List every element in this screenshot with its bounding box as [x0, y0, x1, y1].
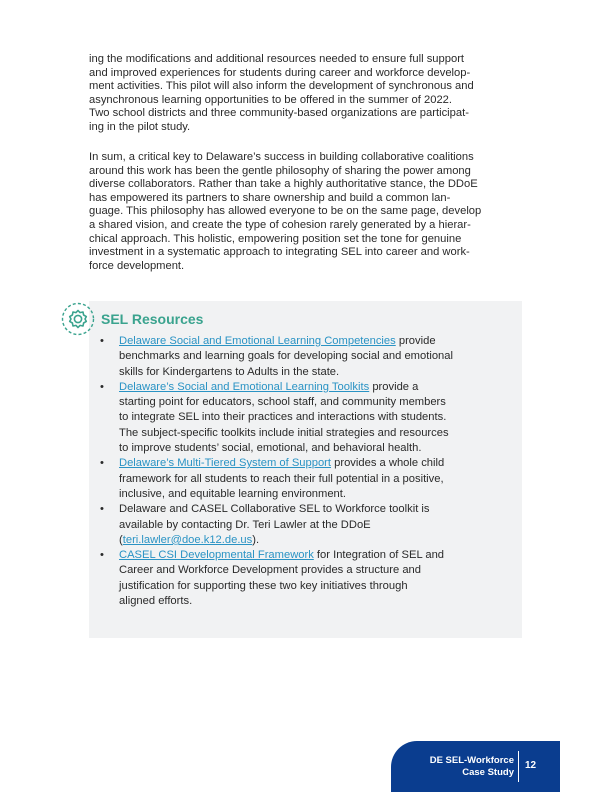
list-item-text: provide a	[369, 380, 419, 393]
footer-title	[430, 755, 514, 779]
mtss-link[interactable]: Delaware’s Multi-Tiered System of Support	[119, 457, 332, 470]
text-line: chical approach. This holistic, empowering position set the tone for genuine	[89, 232, 462, 245]
page-number: 12	[525, 760, 537, 771]
list-item-line: available by contacting Dr. Teri Lawler at the DDoE	[119, 518, 371, 531]
text-line: guage. This philosophy has allowed everyone to be on the same page, develop	[89, 205, 482, 218]
bullet: •	[100, 457, 104, 470]
list-item-line	[119, 548, 505, 563]
list-item-line: The subject-specific toolkits include initial strategies and resources	[119, 426, 449, 439]
email-paren-close: ).	[252, 533, 260, 546]
sel-resources-title: SEL Resources	[101, 311, 204, 327]
body-paragraph-1	[89, 53, 522, 135]
text-line: around this work has been the gentle philosophy of sharing the power among	[89, 164, 471, 177]
text-line: investment in a systematic approach to integrating SEL into career and work-	[89, 246, 470, 259]
text-line: Two school districts and three community-based organizations are participat-	[89, 107, 469, 120]
bullet: •	[100, 503, 104, 516]
text-line: and improved experiences for students during career and workforce develop-	[89, 66, 471, 79]
list-item	[100, 548, 505, 609]
footer-divider	[518, 751, 519, 782]
email-paren-open: (	[119, 533, 123, 546]
sel-toolkits-link[interactable]: Delaware’s Social and Emotional Learning Toolkits	[119, 380, 370, 393]
list-item-line	[119, 456, 505, 471]
email-link[interactable]: teri.lawler@doe.k12.de.us	[122, 533, 253, 546]
text-line: a shared vision, and create the type of cohesion rarely generated by a hierar-	[89, 218, 471, 231]
list-item-line	[119, 533, 505, 548]
gear-icon	[61, 302, 95, 336]
list-item-line	[119, 380, 505, 395]
footer-tab	[391, 741, 560, 792]
bullet: •	[100, 335, 104, 347]
text-line: In sum, a critical key to Delaware’s success in building collaborative coalitions	[89, 151, 474, 163]
list-item-text: for Integration of SEL and	[313, 549, 445, 562]
footer-title-line: DE SEL-Workforce	[429, 755, 514, 766]
list-item	[100, 334, 505, 380]
bullet: •	[100, 549, 104, 562]
list-item-line: inclusive, and equitable learning environment.	[119, 487, 347, 500]
footer-title-line: Case Study	[462, 767, 514, 778]
list-item-line: to integrate SEL into their practices and interactions with students.	[119, 411, 447, 424]
text-line: diverse collaborators. Rather than take a highly authoritative stance, the DDoE	[89, 178, 478, 191]
text-line: asynchronous learning opportunities to be offered in the summer of 2022.	[89, 93, 452, 106]
list-item-line: Delaware and CASEL Collaborative SEL to Workforce toolkit is	[119, 503, 430, 516]
list-item-line: benchmarks and learning goals for developing social and emotional	[119, 350, 453, 363]
sel-competencies-link[interactable]: Delaware Social and Emotional Learning Competencies	[119, 335, 396, 347]
list-item	[100, 502, 505, 548]
list-item	[100, 456, 505, 502]
list-item-line: skills for Kindergartens to Adults in the state.	[119, 365, 340, 378]
list-item-line: framework for all students to reach their full potential in a positive,	[119, 472, 444, 485]
list-item-text: provides a whole child	[331, 457, 445, 470]
body-paragraph-2	[89, 151, 522, 273]
resource-list	[100, 334, 505, 609]
list-item-line: starting point for educators, school staff, and community members	[119, 396, 446, 409]
text-line: has empowered its partners to share ownership and build a common lan-	[89, 191, 451, 204]
list-item-text: provide	[395, 335, 436, 347]
text-line: ing in the pilot study.	[89, 120, 191, 133]
list-item-line: justification for supporting these two key initiatives through	[119, 579, 408, 592]
list-item-line: to improve students’ social, emotional, and behavioral health.	[119, 442, 422, 455]
casel-csi-framework-link[interactable]: CASEL CSI Developmental Framework	[119, 549, 314, 562]
text-line: ing the modifications and additional resources needed to ensure full support	[89, 53, 465, 65]
list-item-line: Career and Workforce Development provides a structure and	[119, 564, 422, 577]
list-item	[100, 380, 505, 456]
text-line: force development.	[89, 259, 185, 272]
list-item-line: aligned efforts.	[119, 595, 193, 608]
list-item-line	[119, 334, 505, 349]
bullet: •	[100, 380, 104, 393]
text-line: ment activities. This pilot will also inform the development of synchronous and	[89, 80, 474, 93]
